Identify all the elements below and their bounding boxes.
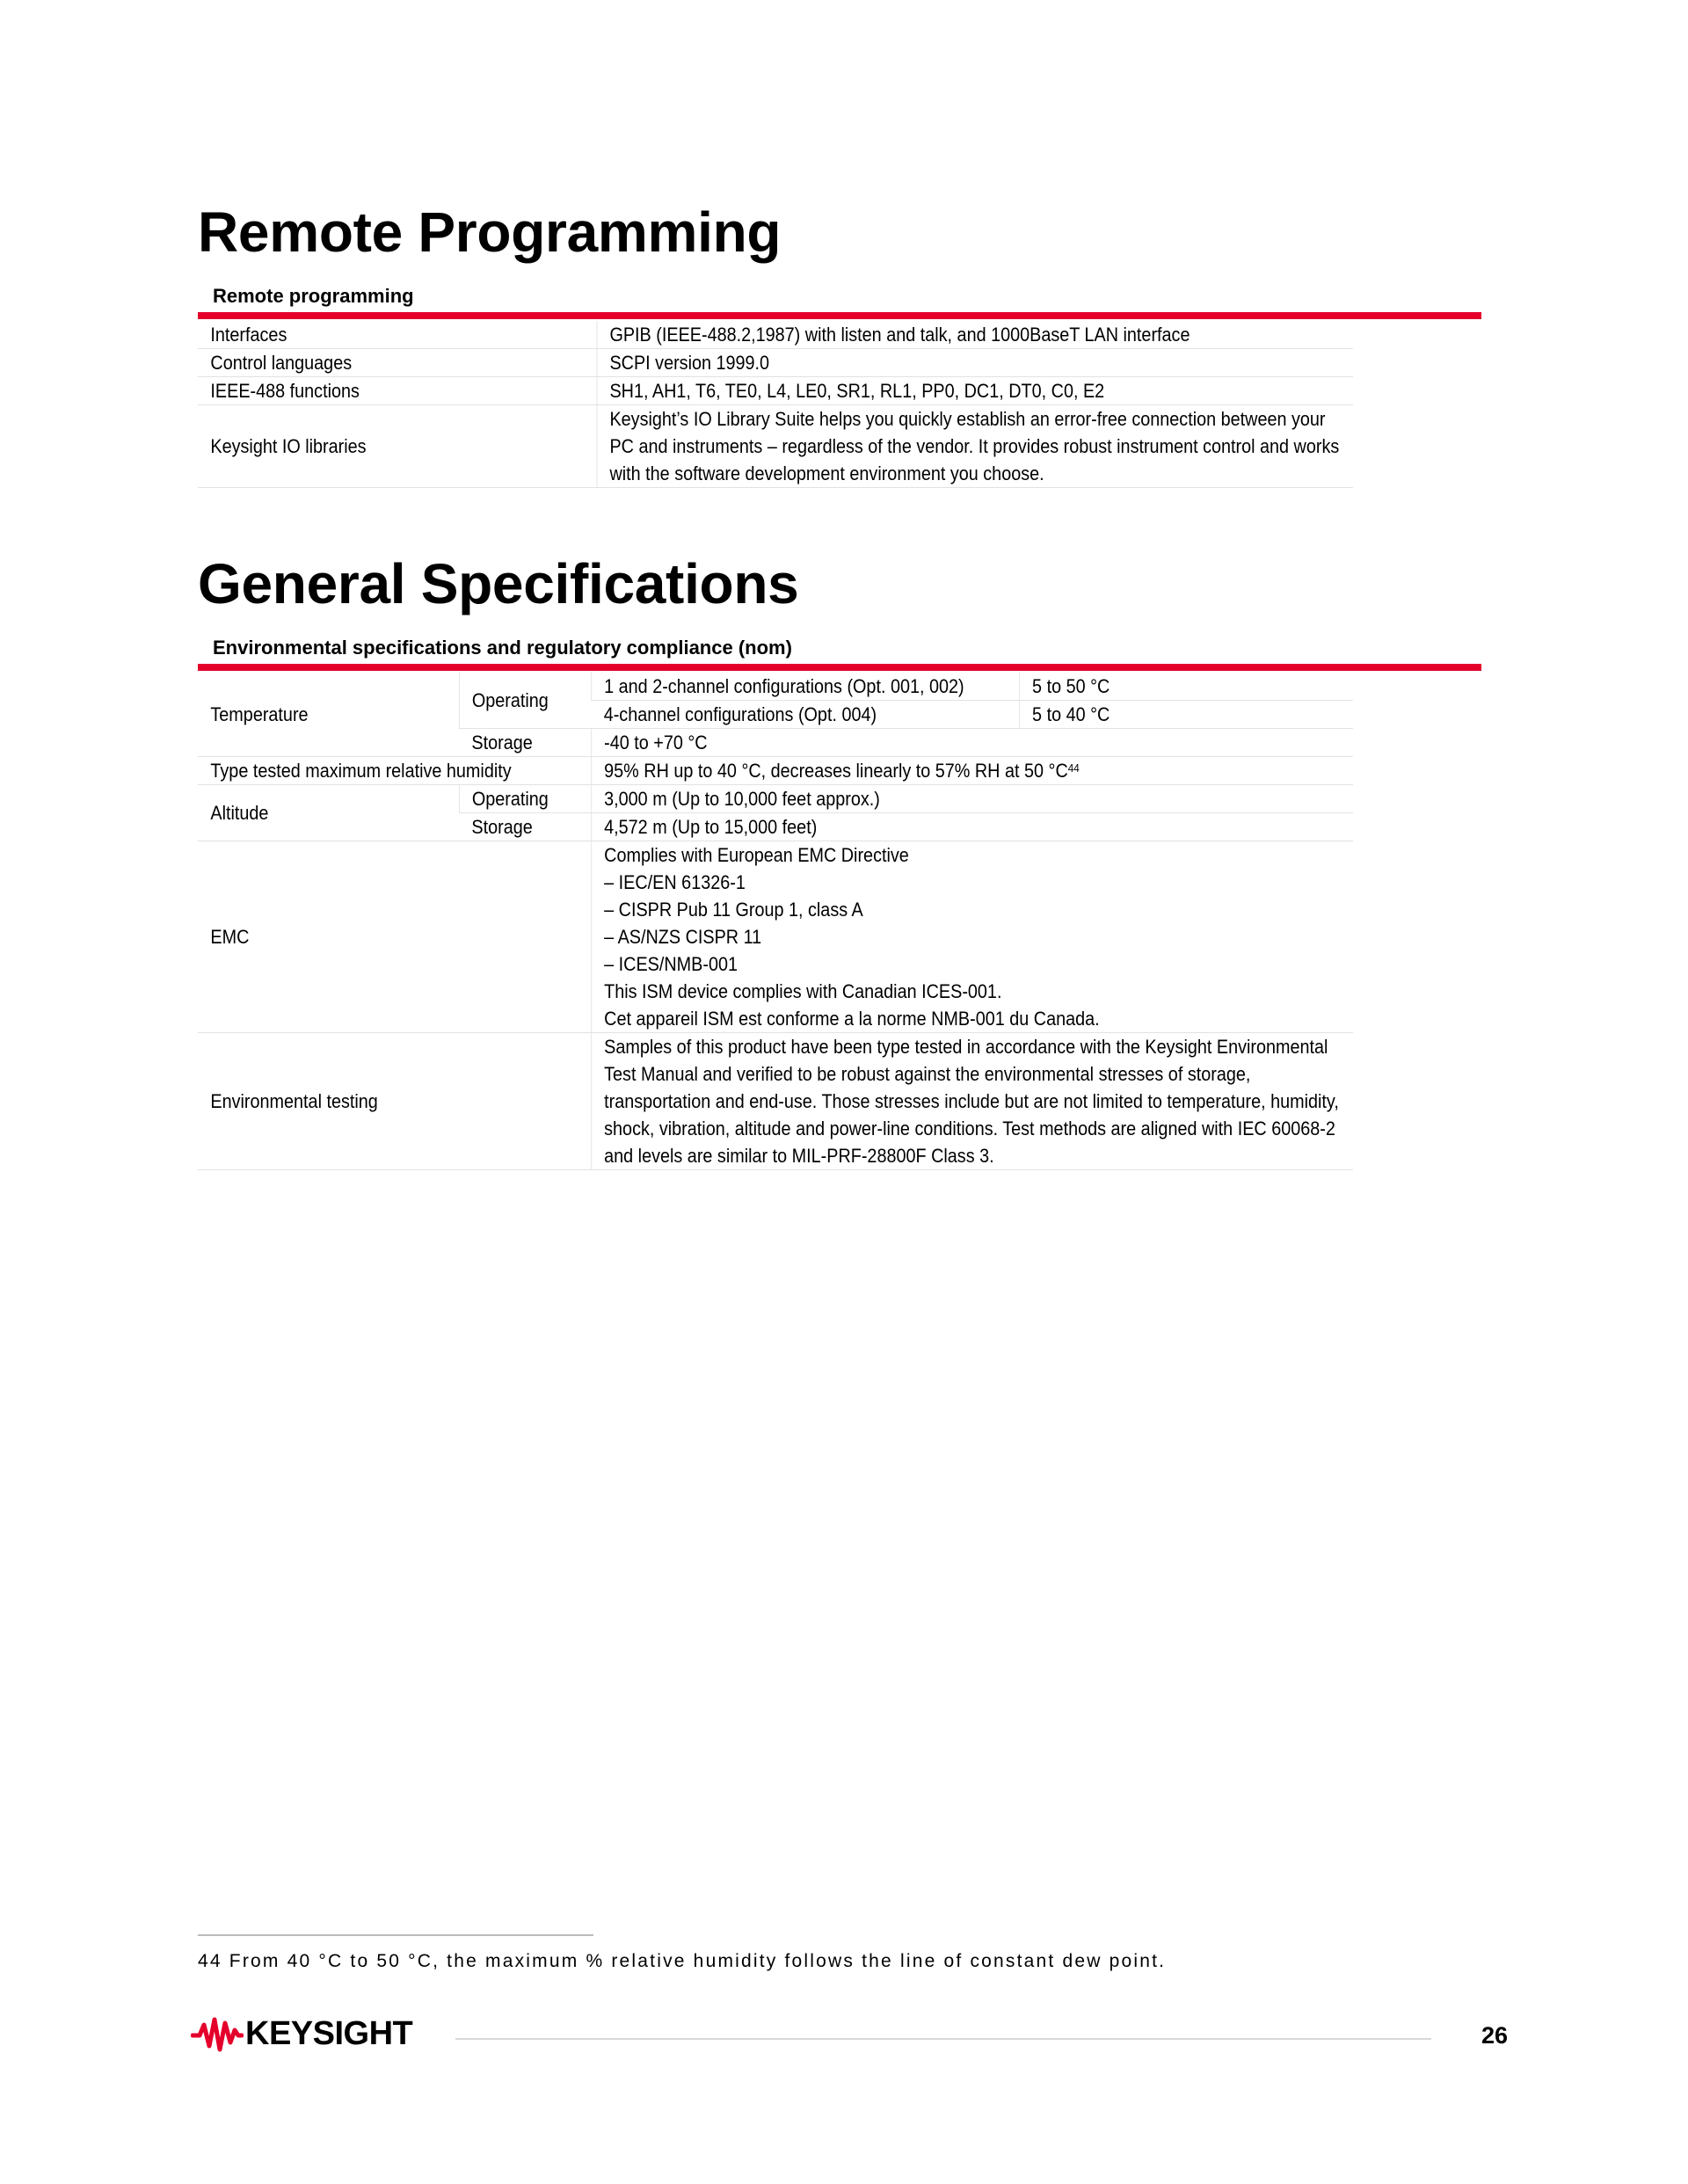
emc-line: – IEC/EN 61326-1: [604, 871, 746, 893]
table-row: [198, 841, 1353, 1033]
table-row: [198, 757, 1353, 785]
page-number: 26: [1481, 2022, 1508, 2049]
temperature-storage-value: -40 to +70 °C: [591, 729, 1353, 757]
temperature-storage-label: Storage: [459, 729, 591, 757]
row-label: Control languages: [198, 349, 597, 377]
table-row: [198, 1033, 1353, 1170]
emc-value: [591, 841, 1353, 1033]
remote-programming-caption: Remote programming: [213, 285, 414, 307]
remote-table-top-rule: [198, 312, 1481, 319]
emc-label: EMC: [198, 841, 591, 1033]
table-row: [198, 785, 1353, 813]
table-row: [198, 377, 1353, 405]
temperature-config-1: 1 and 2-channel configurations (Opt. 001, 002): [591, 673, 1019, 701]
keysight-wave-icon: [191, 2014, 244, 2053]
temperature-config-2: 4-channel configurations (Opt. 004): [591, 701, 1019, 729]
temperature-range-1: 5 to 50 °C: [1019, 673, 1353, 701]
environmental-specs-table: [198, 673, 1353, 1170]
row-label: Keysight IO libraries: [198, 405, 597, 488]
emc-line: – CISPR Pub 11 Group 1, class A: [604, 899, 863, 921]
table-row: [198, 321, 1353, 349]
row-value: SH1, AH1, T6, TE0, L4, LE0, SR1, RL1, PP0, DC1, DT0, C0, E2: [597, 377, 1353, 405]
keysight-logo: [191, 2014, 412, 2053]
table-row: [198, 349, 1353, 377]
humidity-value-text: 95% RH up to 40 °C, decreases linearly to 57% RH at 50 °C: [604, 760, 1068, 782]
temperature-label: Temperature: [198, 673, 459, 757]
humidity-value: [591, 757, 1353, 785]
footnote-44: 44 From 40 °C to 50 °C, the maximum % relative humidity follows the line of constant dew point.: [198, 1951, 1167, 1971]
row-label: IEEE-488 functions: [198, 377, 597, 405]
row-label: Interfaces: [198, 321, 597, 349]
environmental-testing-value: Samples of this product have been type tested in accordance with the Keysight Environmental Test Manual and verified to be robust against the environmental stresses of storage, transportation and end-use. Those stresses include but are not limited to temperature, humidity, shock, vibration, altitude and power-line conditions. Test methods are aligned with IEC 60068-2 and levels are similar to MIL-PRF-28800F Class 3.: [591, 1033, 1353, 1170]
temperature-operating-label: Operating: [459, 673, 591, 729]
row-value: SCPI version 1999.0: [597, 349, 1353, 377]
footer-divider: [455, 2038, 1431, 2040]
environmental-specs-caption: Environmental specifications and regulatory compliance (nom): [213, 637, 792, 659]
remote-programming-heading: Remote Programming: [198, 200, 782, 264]
logo-wordmark: KEYSIGHT: [245, 2015, 413, 2052]
row-value: Keysight’s IO Library Suite helps you quickly establish an error-free connection between your PC and instruments – regardless of the vendor. It provides robust instrument control and works with the software development environment you choose.: [597, 405, 1353, 488]
emc-line: Complies with European EMC Directive: [604, 844, 909, 866]
remote-programming-table: [198, 321, 1353, 488]
environmental-testing-label: Environmental testing: [198, 1033, 591, 1170]
emc-line: – AS/NZS CISPR 11: [604, 926, 762, 948]
row-value: GPIB (IEEE-488.2,1987) with listen and talk, and 1000BaseT LAN interface: [597, 321, 1353, 349]
emc-line: This ISM device complies with Canadian ICES-001.: [604, 980, 1002, 1002]
temperature-range-2: 5 to 40 °C: [1019, 701, 1353, 729]
table-row: [198, 673, 1353, 701]
general-table-top-rule: [198, 664, 1481, 671]
humidity-label: Type tested maximum relative humidity: [198, 757, 591, 785]
emc-line: – ICES/NMB-001: [604, 953, 738, 975]
altitude-operating-value: 3,000 m (Up to 10,000 feet approx.): [591, 785, 1353, 813]
emc-line: Cet appareil ISM est conforme a la norme NMB-001 du Canada.: [604, 1008, 1100, 1030]
general-specifications-heading: General Specifications: [198, 552, 799, 615]
altitude-label: Altitude: [198, 785, 459, 841]
footnote-ref: 44: [1067, 761, 1080, 775]
altitude-storage-label: Storage: [459, 813, 591, 841]
table-row: [198, 405, 1353, 488]
altitude-storage-value: 4,572 m (Up to 15,000 feet): [591, 813, 1353, 841]
altitude-operating-label: Operating: [459, 785, 591, 813]
footnote-divider: [198, 1934, 593, 1936]
